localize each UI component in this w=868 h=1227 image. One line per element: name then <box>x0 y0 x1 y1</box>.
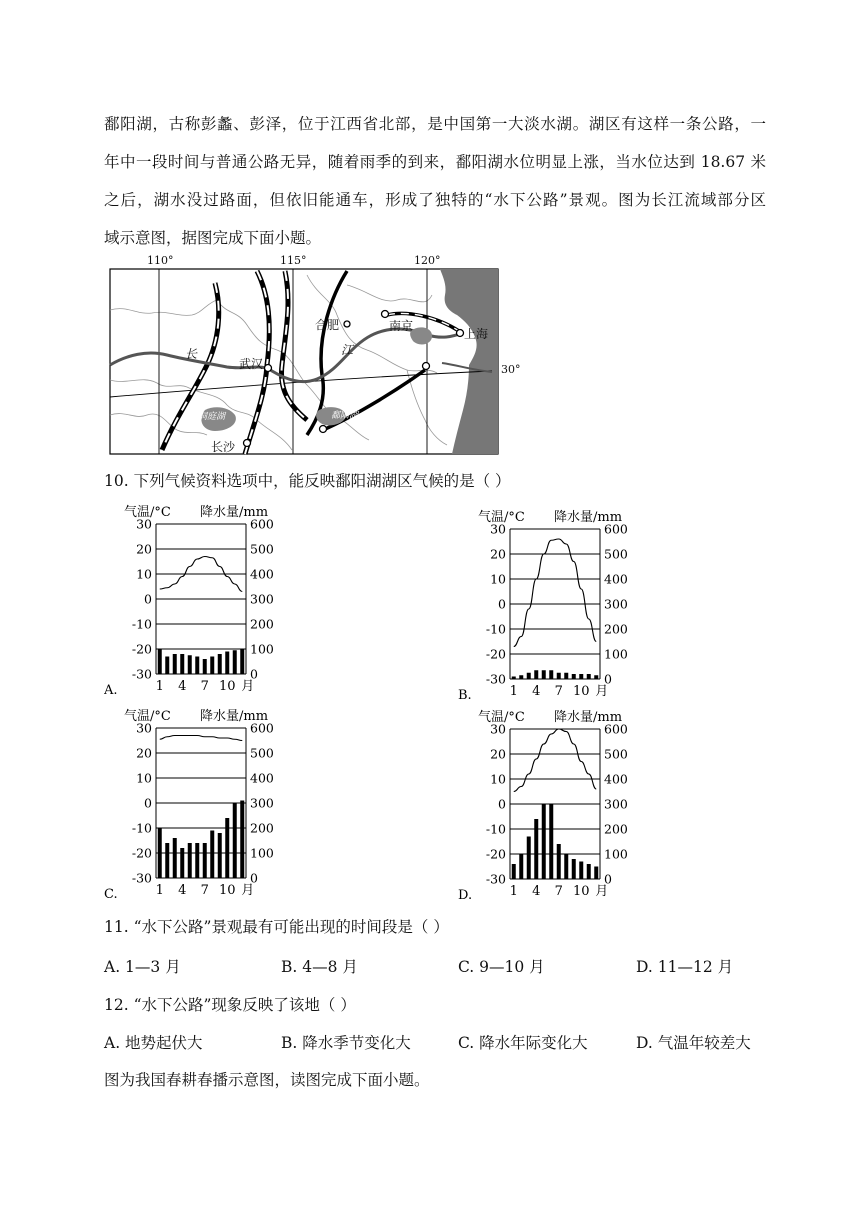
chart-svg <box>458 703 648 903</box>
temp-tick-label: 0 <box>144 795 152 811</box>
month-label: 10 <box>218 883 236 898</box>
month-unit-label: 月 <box>241 883 255 898</box>
precip-tick-label: 100 <box>250 641 274 657</box>
city-label-nanjing: 南京 <box>389 319 414 333</box>
month-label: 10 <box>572 684 590 699</box>
precip-bar <box>519 675 523 679</box>
month-label: 4 <box>178 679 187 694</box>
temp-tick-label: -10 <box>485 621 506 637</box>
precip-tick-label: 100 <box>250 845 274 861</box>
precip-tick-label: 0 <box>250 870 258 886</box>
chart-svg <box>104 702 294 902</box>
temp-tick-label: -20 <box>485 646 506 662</box>
precip-tick-label: 400 <box>250 566 274 582</box>
precip-tick-label: 300 <box>604 596 628 612</box>
q11-option-c[interactable]: C. 9—10 月 <box>458 958 545 976</box>
precip-tick-label: 500 <box>250 541 274 557</box>
precip-bar <box>534 670 538 679</box>
temp-tick-label: 10 <box>136 770 152 786</box>
month-unit-label: 月 <box>595 884 609 899</box>
temp-tick-label: 30 <box>136 720 152 736</box>
precip-bar <box>165 657 169 675</box>
month-unit-label: 月 <box>241 679 255 694</box>
chart-option-letter: A. <box>104 683 118 698</box>
temp-tick-label: 0 <box>498 796 506 812</box>
precip-axis-title: 降水量/mm <box>554 710 623 725</box>
lake-label-poyang: 鄱阳湖 <box>331 411 359 421</box>
precip-bar <box>240 801 244 879</box>
month-label: 1 <box>509 684 518 699</box>
map-svg <box>107 255 499 455</box>
precip-bar <box>587 674 591 679</box>
month-label: 7 <box>200 883 209 898</box>
precip-bar <box>195 657 199 675</box>
temp-tick-label: -10 <box>131 616 152 632</box>
month-label: 4 <box>178 883 187 898</box>
precip-tick-label: 500 <box>604 746 628 762</box>
precip-bar <box>173 838 177 878</box>
city-label-wuhan: 武汉 <box>239 357 264 371</box>
temperature-line <box>514 539 597 647</box>
month-label: 10 <box>572 884 590 899</box>
question-11-stem: 11. “水下公路”景观最有可能出现的时间段是（ ） <box>104 918 449 936</box>
precip-tick-label: 500 <box>604 546 628 562</box>
precip-bar <box>594 675 598 679</box>
intro-line: 年中一段时间与普通公路无异，随着雨季的到来，鄱阳湖水位明显上涨，当水位达到 18.67 米 <box>104 153 766 171</box>
precip-bar <box>542 804 546 879</box>
temp-axis-title: 气温/°C <box>478 710 525 725</box>
month-label: 7 <box>554 684 563 699</box>
month-label: 1 <box>155 679 164 694</box>
temp-tick-label: -30 <box>485 871 506 887</box>
precip-bar <box>188 655 192 674</box>
precip-tick-label: 0 <box>250 666 258 682</box>
city-label-hefei: 合肥 <box>315 318 340 332</box>
month-label: 10 <box>218 679 236 694</box>
temp-tick-label: -10 <box>485 821 506 837</box>
temp-tick-label: 30 <box>490 721 506 737</box>
city-label-changsha: 长沙 <box>211 440 236 454</box>
month-label: 1 <box>155 883 164 898</box>
precip-bar <box>188 843 192 878</box>
precip-bar <box>564 854 568 879</box>
precip-bar <box>534 819 538 879</box>
precip-bar <box>180 848 184 878</box>
precip-bar <box>240 649 244 674</box>
q11-option-a[interactable]: A. 1—3 月 <box>104 958 181 976</box>
temp-tick-label: -20 <box>131 845 152 861</box>
precip-tick-label: 200 <box>604 621 628 637</box>
precip-tick-label: 100 <box>604 646 628 662</box>
precip-bar <box>225 818 229 878</box>
precip-tick-label: 600 <box>604 721 628 737</box>
month-unit-label: 月 <box>595 684 609 699</box>
precip-bar <box>594 867 598 880</box>
q12-option-b[interactable]: B. 降水季节变化大 <box>281 1034 411 1052</box>
river-label-jiang: 江 <box>341 343 354 357</box>
precip-bar <box>557 844 561 879</box>
temp-tick-label: 20 <box>136 745 152 761</box>
precip-tick-label: 600 <box>604 521 628 537</box>
month-label: 1 <box>509 884 518 899</box>
question-10-stem: 10. 下列气候资料选项中，能反映鄱阳湖湖区气候的是（ ） <box>104 472 511 490</box>
temp-tick-label: -20 <box>485 846 506 862</box>
precip-bar <box>180 654 184 674</box>
precip-bar <box>218 654 222 674</box>
temp-tick-label: -10 <box>131 820 152 836</box>
city-label-shanghai: 上海 <box>464 327 489 341</box>
chart-option-letter: D. <box>458 888 473 903</box>
precip-tick-label: 400 <box>604 571 628 587</box>
precip-bar <box>203 843 207 878</box>
precip-tick-label: 500 <box>250 745 274 761</box>
precip-bar <box>233 650 237 674</box>
precip-bar <box>195 843 199 878</box>
climate-chart-b <box>458 503 648 703</box>
temp-axis-title: 气温/°C <box>124 505 171 520</box>
precip-bar <box>173 654 177 674</box>
chart-option-letter: C. <box>104 887 118 902</box>
intro-line: 鄱阳湖，古称彭蠡、彭泽，位于江西省北部，是中国第一大淡水湖。湖区有这样一条公路，一 <box>104 115 766 133</box>
temperature-line <box>160 736 243 741</box>
precip-bar <box>158 649 162 674</box>
precip-tick-label: 400 <box>250 770 274 786</box>
intro-paragraph <box>104 105 766 257</box>
precip-bar <box>542 670 546 679</box>
precip-tick-label: 300 <box>250 591 274 607</box>
precip-bar <box>549 804 553 879</box>
month-label: 7 <box>554 884 563 899</box>
precip-bar <box>579 862 583 880</box>
question-12-stem: 12. “水下公路”现象反映了该地（ ） <box>104 996 356 1014</box>
temp-tick-label: -30 <box>485 671 506 687</box>
precip-tick-label: 600 <box>250 720 274 736</box>
precip-bar <box>165 843 169 878</box>
temp-tick-label: 10 <box>490 571 506 587</box>
precip-tick-label: 0 <box>604 871 612 887</box>
q11-option-b[interactable]: B. 4—8 月 <box>281 958 358 976</box>
temp-tick-label: 30 <box>136 516 152 532</box>
precip-bar <box>210 831 214 879</box>
outro-text: 图为我国春耕春播示意图，读图完成下面小题。 <box>104 1071 430 1089</box>
precip-bar <box>527 837 531 880</box>
climate-chart-a <box>104 498 294 698</box>
precip-bar <box>572 674 576 679</box>
chart-svg <box>104 498 294 698</box>
precip-bar <box>587 864 591 879</box>
climate-chart-c <box>104 702 294 902</box>
precip-bar <box>158 828 162 878</box>
precip-tick-label: 600 <box>250 516 274 532</box>
lake-label-dongting: 洞庭湖 <box>198 412 226 422</box>
map-frame <box>110 269 498 454</box>
yangtze-region-map <box>107 254 521 455</box>
intro-line: 域示意图，据图完成下面小题。 <box>104 229 322 247</box>
precip-bar <box>225 652 229 675</box>
precip-tick-label: 200 <box>250 616 274 632</box>
precip-bar <box>210 657 214 675</box>
precip-axis-title: 降水量/mm <box>554 510 623 525</box>
precip-tick-label: 200 <box>604 821 628 837</box>
precip-bar <box>218 833 222 878</box>
lat-label: 30° <box>501 363 521 376</box>
lon-label: 110° <box>147 254 174 267</box>
temp-tick-label: -20 <box>131 641 152 657</box>
temperature-line <box>514 729 597 792</box>
q12-option-c[interactable]: C. 降水年际变化大 <box>458 1034 588 1052</box>
temp-tick-label: 30 <box>490 521 506 537</box>
precip-bar <box>203 659 207 674</box>
precip-bar <box>557 673 561 679</box>
temp-tick-label: -30 <box>131 870 152 886</box>
precip-bar <box>512 677 516 680</box>
month-label: 4 <box>532 884 541 899</box>
precip-tick-label: 200 <box>250 820 274 836</box>
precip-tick-label: 0 <box>604 671 612 687</box>
temp-tick-label: -30 <box>131 666 152 682</box>
temp-tick-label: 10 <box>136 566 152 582</box>
chart-option-letter: B. <box>458 688 472 703</box>
temp-tick-label: 0 <box>144 591 152 607</box>
precip-tick-label: 400 <box>604 771 628 787</box>
temp-tick-label: 20 <box>136 541 152 557</box>
lon-label: 120° <box>414 254 441 267</box>
month-label: 4 <box>532 684 541 699</box>
precip-bar <box>572 859 576 879</box>
intro-line: 之后，湖水没过路面，但依旧能通车，形成了独特的“水下公路”景观。图为长江流域部分区 <box>104 191 766 209</box>
temp-tick-label: 0 <box>498 596 506 612</box>
month-label: 7 <box>200 679 209 694</box>
q11-option-d[interactable]: D. 11—12 月 <box>636 958 734 976</box>
river-label-chang: 长 <box>185 347 198 361</box>
temp-tick-label: 20 <box>490 746 506 762</box>
precip-bar <box>527 673 531 679</box>
precip-bar <box>233 803 237 878</box>
precip-tick-label: 300 <box>250 795 274 811</box>
precip-bar <box>519 854 523 879</box>
q12-option-a[interactable]: A. 地势起伏大 <box>104 1034 203 1052</box>
precip-tick-label: 300 <box>604 796 628 812</box>
precip-axis-title: 降水量/mm <box>200 505 269 520</box>
temp-axis-title: 气温/°C <box>124 709 171 724</box>
precip-bar <box>579 674 583 679</box>
precip-bar <box>512 864 516 879</box>
precip-bar <box>564 673 568 679</box>
precip-tick-label: 100 <box>604 846 628 862</box>
temp-axis-title: 气温/°C <box>478 510 525 525</box>
lon-label: 115° <box>280 254 307 267</box>
precip-axis-title: 降水量/mm <box>200 709 269 724</box>
temp-tick-label: 20 <box>490 546 506 562</box>
temp-tick-label: 10 <box>490 771 506 787</box>
climate-chart-d <box>458 703 648 903</box>
q12-option-d[interactable]: D. 气温年较差大 <box>636 1034 751 1052</box>
chart-svg <box>458 503 648 703</box>
precip-bar <box>549 670 553 679</box>
